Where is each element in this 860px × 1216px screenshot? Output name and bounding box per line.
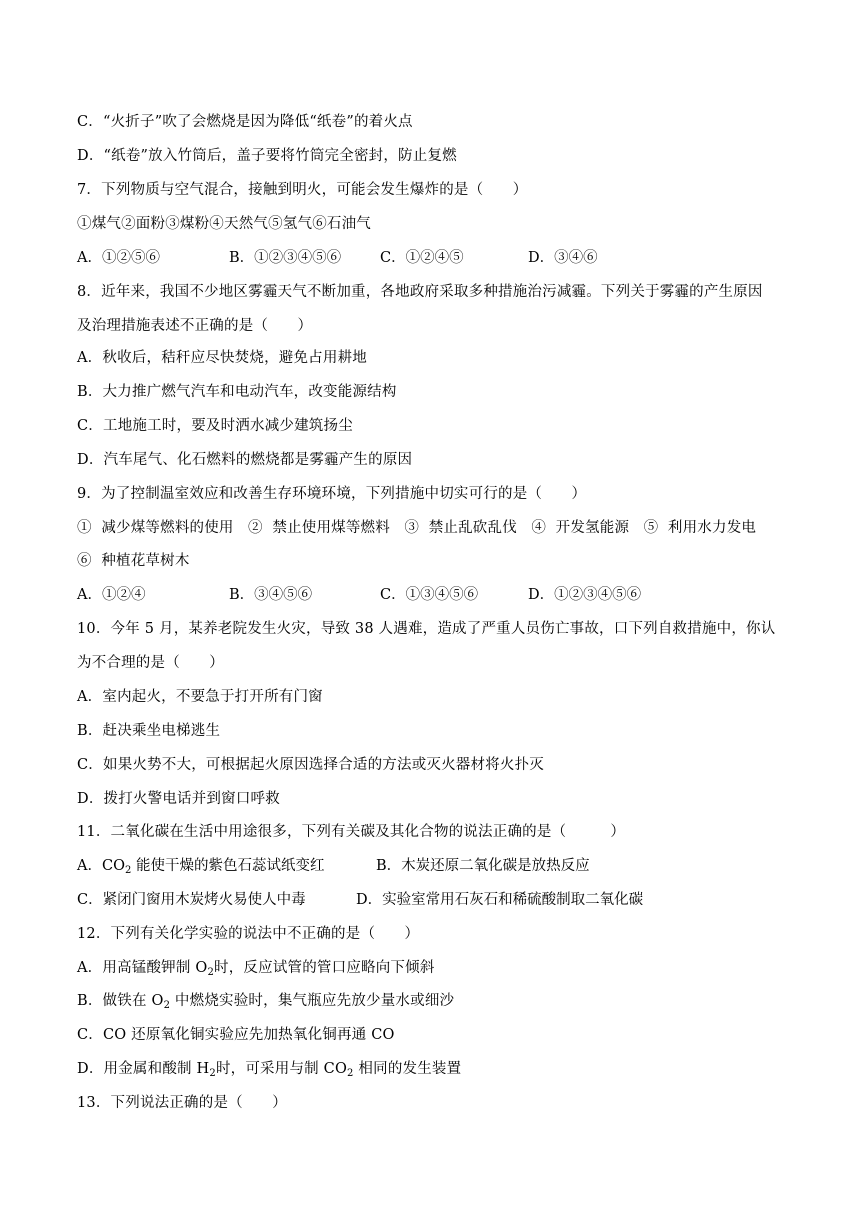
q12-d-sub2: 2: [347, 1068, 354, 1079]
q12-a-pre: A．用高锰酸钾制 O: [77, 960, 208, 976]
q12-d-pre: D．用金属和酸制 H: [77, 1061, 210, 1077]
q7-option-b: B．①②③④⑤⑥: [229, 250, 342, 266]
q12-option-d: [77, 1059, 461, 1079]
q12-option-a: [77, 958, 435, 978]
question-9: 9．为了控制温室效应和改善生存环境环境，下列措施中切实可行的是（ ）: [77, 486, 587, 502]
q7-option-d: D．③④⑥: [528, 250, 598, 266]
q9-option-d: D．①②③④⑤⑥: [528, 587, 642, 603]
q7-option-a: A．①②⑤⑥: [77, 250, 160, 266]
q12-option-c: C．CO 还原氧化铜实验应先加热氧化铜再通 CO: [77, 1027, 395, 1043]
q11-option-b: B．木炭还原二氧化碳是放热反应: [376, 858, 590, 874]
question-8: 8．近年来，我国不少地区雾霾天气不断加重，各地政府采取多种措施治污减霾。下列关于雾霾的产生原因: [77, 284, 763, 300]
q9-option-c: C．①③④⑤⑥: [380, 587, 479, 603]
q12-b-pre: B．做铁在 O: [77, 993, 164, 1009]
q11-a-post: 能使干燥的紫色石蕊试纸变红: [131, 858, 325, 874]
q9-option-a: A．①②④: [77, 587, 146, 603]
q8-option-b: B．大力推广燃气汽车和电动汽车，改变能源结构: [77, 384, 397, 400]
q8-option-d: D．汽车尾气、化石燃料的燃烧都是雾霾产生的原因: [77, 452, 413, 468]
q11-option-c: C．紧闭门窗用木炭烤火易使人中毒: [77, 892, 306, 908]
q11-a-sub: 2: [124, 865, 132, 876]
question-7-items: ①煤气②面粉③煤粉④天然气⑤氢气⑥石油气: [77, 216, 371, 232]
q11-option-a: [77, 856, 324, 876]
q8-option-c: C．工地施工时，要及时洒水减少建筑扬尘: [77, 418, 353, 434]
q12-b-post: 中燃烧实验时，集气瓶应先放少量水或细沙: [170, 993, 455, 1009]
q12-d-mid: 时，可采用与制 CO: [215, 1061, 348, 1077]
q12-a-sub: 2: [207, 967, 215, 978]
q7-option-c: C．①②④⑤: [380, 250, 464, 266]
q12-d-sub: 2: [209, 1068, 216, 1079]
q11-option-d: D．实验室常用石灰石和稀硫酸制取二氧化碳: [356, 892, 644, 908]
question-9-items-cont: ⑥ 种植花草树木: [77, 553, 190, 569]
question-12: 12．下列有关化学实验的说法中不正确的是（ ）: [77, 926, 420, 942]
q11-a-pre: A．CO: [77, 858, 125, 874]
question-8-cont: 及治理措施表述不正确的是（ ）: [77, 318, 313, 334]
q10-option-a: A．室内起火，不要急于打开所有门窗: [77, 689, 323, 705]
question-13: 13．下列说法正确的是（ ）: [77, 1095, 287, 1111]
option-c-prev: C．“火折子”吹了会燃烧是因为降低“纸卷”的着火点: [77, 114, 413, 130]
q12-d-post: 相同的发生装置: [353, 1061, 462, 1077]
q12-b-sub: 2: [163, 1000, 171, 1011]
question-10: 10．今年 5 月，某养老院发生火灾，导致 38 人遇难，造成了严重人员伤亡事故，口下列自救措施中，你认: [77, 621, 776, 637]
q10-option-b: B．赶决乘坐电梯逃生: [77, 723, 221, 739]
question-10-cont: 为不合理的是（ ）: [77, 655, 224, 671]
q10-option-c: C．如果火势不大，可根据起火原因选择合适的方法或灭火器材将火扑灭: [77, 757, 544, 773]
q8-option-a: A．秋收后，秸秆应尽快焚烧，避免占用耕地: [77, 350, 367, 366]
q9-option-b: B．③④⑤⑥: [229, 587, 313, 603]
q12-option-b: [77, 991, 454, 1011]
option-d-prev: D．“纸卷”放入竹筒后，盖子要将竹筒完全密封，防止复燃: [77, 148, 457, 164]
question-9-items: ① 减少煤等燃料的使用 ② 禁止使用煤等燃料 ③ 禁止乱砍乱伐 ④ 开发氢能源 ⑤ 利用水力发电: [77, 520, 757, 536]
question-7: 7．下列物质与空气混合，接触到明火，可能会发生爆炸的是（ ）: [77, 182, 528, 198]
question-11: 11．二氧化碳在生活中用途很多，下列有关碳及其化合物的说法正确的是（ ）: [77, 824, 626, 840]
q10-option-d: D．拨打火警电话并到窗口呼救: [77, 791, 280, 807]
q12-a-post: 时，反应试管的管口应略向下倾斜: [214, 960, 435, 976]
